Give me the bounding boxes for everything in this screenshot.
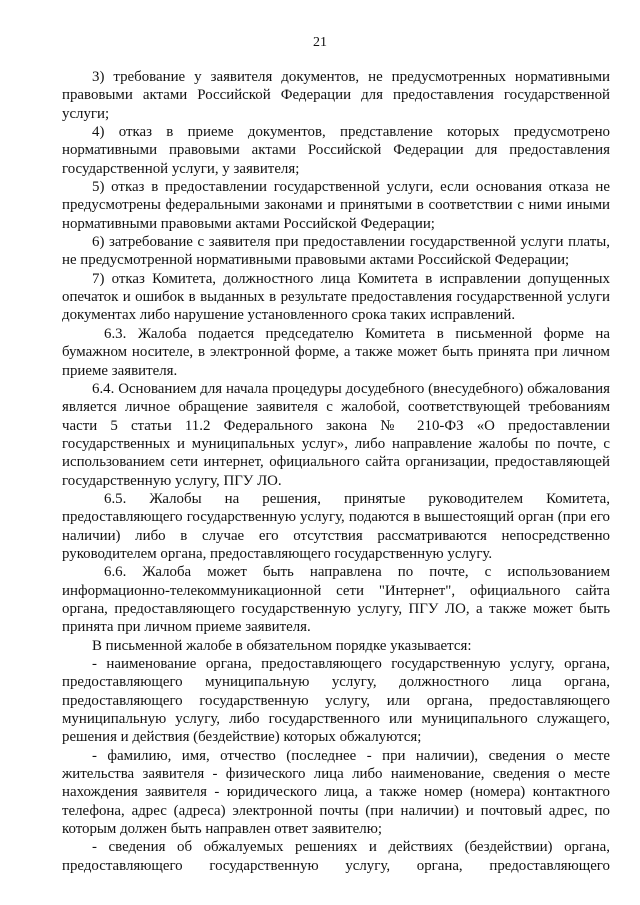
paragraph-written-complaint-intro: В письменной жалобе в обязательном порядке указывается: — [92, 637, 472, 654]
document-body — [62, 68, 610, 875]
paragraph-item-7: 7) отказ Комитета, должностного лица Комитета в исправлении допущенных опечаток и ошибок в выданных в результате предоставления государственной услуги документах либо нарушение установленного срока таких исправлений. — [62, 270, 610, 324]
paragraph-item-6: 6) затребование с заявителя при предоставлении государственной услуги платы, не предусмотренной нормативными правовыми актами Российской Федерации; — [62, 234, 610, 269]
paragraph-clause-6-3: 6.3. Жалоба подается председателю Комитета в письменной форме на бумажном носителе, в электронной форме, а также может быть принята при личном приеме заявителя. — [62, 325, 610, 379]
paragraph-clause-6-4: 6.4. Основанием для начала процедуры досудебного (внесудебного) обжалования является личное обращение заявителя с жалобой, соответствующей требованиям части 5 статьи 11.2 Федерального закона № 210-ФЗ «О предоставлении государственных и муниципальных услуг», либо направление жалобы по почте, с использованием сети интернет, официального сайта организации, предоставляющей государственную услугу, ПГУ ЛО. — [62, 380, 610, 489]
paragraph-req-organ-name: - наименование органа, предоставляющего государственную услугу, органа, предоставляющего муниципальную услугу, должностного лица органа, предоставляющего государственную услугу, или органа, предоставляющего муниципальную услугу, либо государственного или муниципального служащего, решения и действия (бездействие) которых обжалуются; — [62, 656, 610, 746]
page-number: 21 — [313, 35, 327, 50]
paragraph-clause-6-6: 6.6. Жалоба может быть направлена по почте, с использованием информационно-телекоммуникационной сети "Интернет", официального сайта органа, предоставляющего государственную услугу, ПГУ ЛО, а также может быть принята при личном приеме заявителя. — [62, 564, 610, 636]
paragraph-item-3: 3) требование у заявителя документов, не предусмотренных нормативными правовыми актами Российской Федерации для предоставления государственной услуги; — [62, 69, 610, 122]
paragraph-item-5: 5) отказ в предоставлении государственной услуги, если основания отказа не предусмотрены федеральными законами и принятыми в соответствии с ними иными нормативными правовыми актами Российской Федерации; — [62, 179, 610, 232]
paragraph-req-applicant-info: - фамилию, имя, отчество (последнее - при наличии), сведения о месте жительства заявителя - физического лица либо наименование, сведения о месте нахождения заявителя - юридического лица, а также номер (номера) контактного телефона, адрес (адреса) электронной почты (при наличии) и почтовый адрес, по которым должен быть направлен ответ заявителю; — [62, 747, 610, 838]
paragraph-clause-6-5: 6.5. Жалобы на решения, принятые руководителем Комитета, предоставляющего государственную услугу, подаются в вышестоящий орган (при его наличии) либо в случае его отсутствия рассматриваются непосредственно руководителем органа, предоставляющего государственную услугу. — [62, 490, 610, 562]
paragraph-req-appealed-decisions: - сведения об обжалуемых решениях и действиях (бездействии) органа, предоставляющего государственную услугу, органа, предоставляющего — [62, 839, 610, 874]
paragraph-item-4: 4) отказ в приеме документов, представление которых предусмотрено нормативными правовыми актами Российской Федерации для предоставления государственной услуги, у заявителя; — [62, 124, 610, 177]
